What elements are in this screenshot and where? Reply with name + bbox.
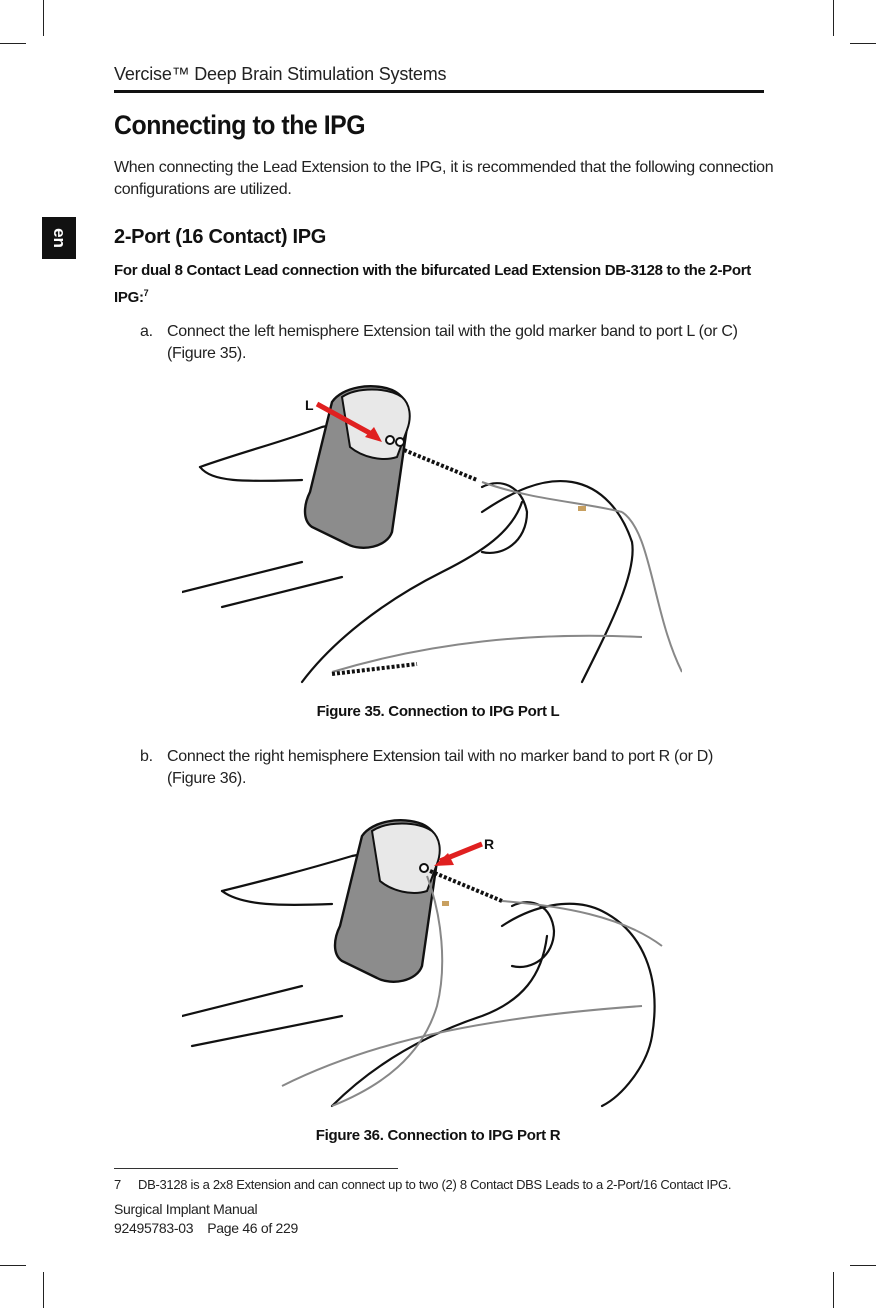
step-b xyxy=(140,746,760,790)
step-marker: a. xyxy=(140,323,153,340)
figure-36-illustration xyxy=(182,806,682,1111)
crop-mark xyxy=(0,43,26,44)
ipg-device-icon xyxy=(305,386,410,548)
page-footer xyxy=(114,1200,298,1238)
section-title: Connecting to the IPG xyxy=(114,110,366,140)
port-label: R xyxy=(484,836,495,852)
running-header: Vercise™ Deep Brain Stimulation Systems xyxy=(114,64,447,84)
crop-mark xyxy=(43,0,44,36)
footnote-number: 7 xyxy=(114,1177,121,1192)
crop-mark xyxy=(850,1265,876,1266)
port-label: L xyxy=(305,397,314,413)
step-marker: b. xyxy=(140,748,153,765)
figure-36-caption: Figure 36. Connection to IPG Port R xyxy=(315,1127,561,1144)
crop-mark xyxy=(43,1272,44,1308)
intro-paragraph: When connecting the Lead Extension to the IPG, it is recommended that the following connection configurations are utilized. xyxy=(114,159,774,198)
step-a xyxy=(140,321,760,365)
footnote-rule xyxy=(114,1168,398,1169)
language-tab: en xyxy=(42,217,76,259)
figure-35-illustration xyxy=(182,382,682,687)
subsection-title: 2-Port (16 Contact) IPG xyxy=(114,226,327,248)
figure-35-caption: Figure 35. Connection to IPG Port L xyxy=(316,703,560,720)
step-text: Connect the left hemisphere Extension tail with the gold marker band to port L (or C) (Figure 35). xyxy=(167,323,738,362)
step-text: Connect the right hemisphere Extension tail with no marker band to port R (or D) (Figure 36). xyxy=(167,748,714,787)
crop-mark xyxy=(0,1265,26,1266)
ipg-device-icon xyxy=(335,820,440,982)
footnote xyxy=(114,1177,731,1192)
footnote-text: DB-3128 is a 2x8 Extension and can connect up to two (2) 8 Contact DBS Leads to a 2-Port/16 Contact IPG. xyxy=(138,1177,732,1192)
header-rule xyxy=(114,90,764,93)
doc-number: 92495783-03 xyxy=(114,1220,194,1236)
page-number: Page 46 of 229 xyxy=(207,1220,299,1236)
crop-mark xyxy=(833,1272,834,1308)
crop-mark xyxy=(850,43,876,44)
instruction-heading: For dual 8 Contact Lead connection with the bifurcated Lead Extension DB-3128 to the 2-Port IPG:$^7$ xyxy=(114,262,751,306)
crop-mark xyxy=(833,0,834,36)
manual-title: Surgical Implant Manual xyxy=(114,1201,258,1217)
